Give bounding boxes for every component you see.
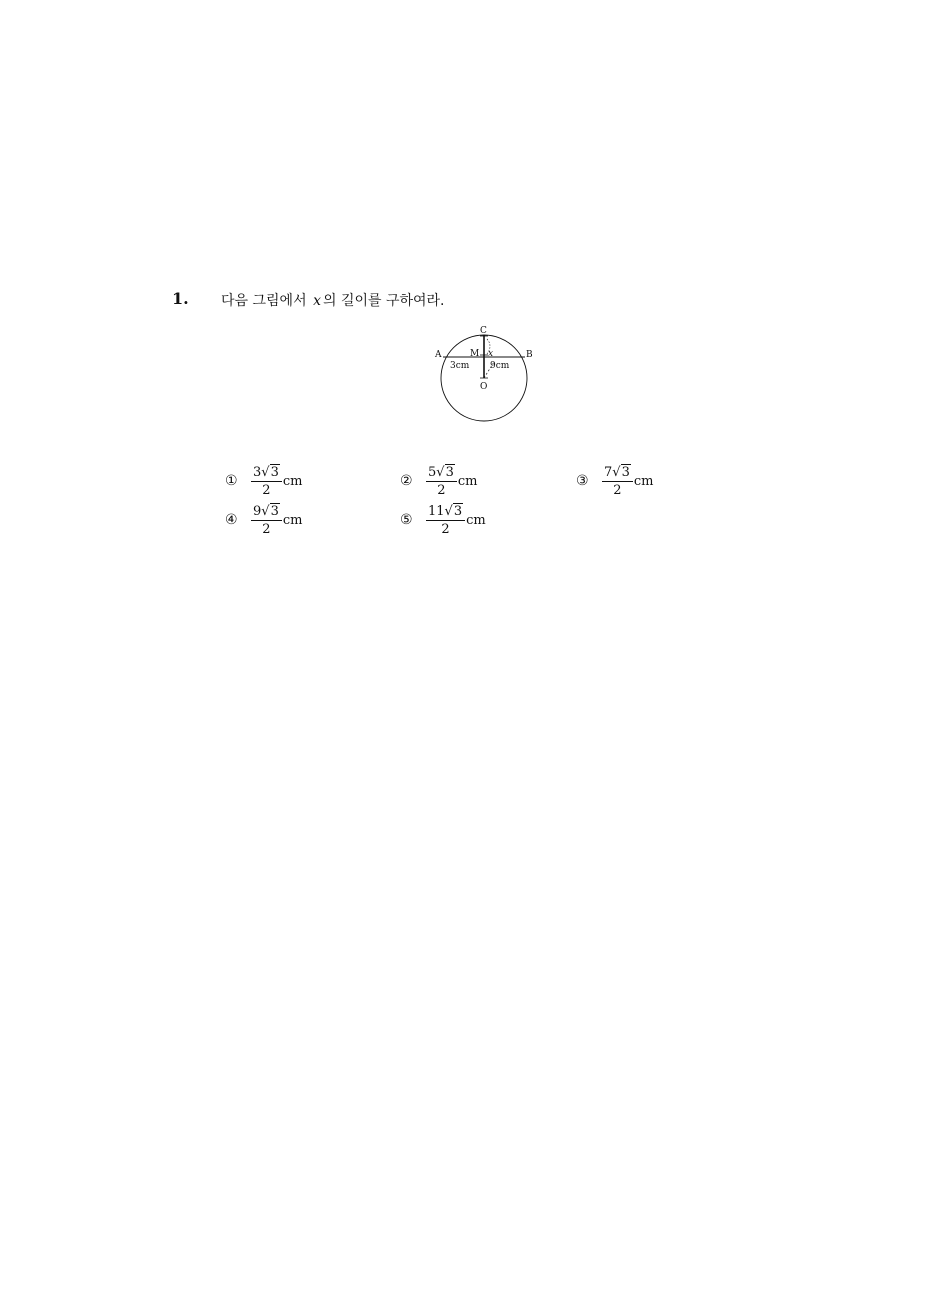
choice-marker: ④	[225, 512, 238, 528]
choice-unit: cm	[457, 473, 478, 489]
fraction-denominator: 2	[262, 521, 271, 537]
label-b: B	[526, 350, 533, 360]
radicand: 3	[270, 464, 279, 480]
fraction-numerator: 9√3	[251, 504, 282, 521]
circle-diagram	[430, 322, 540, 426]
coef: 9	[253, 503, 262, 519]
coef: 5	[428, 464, 437, 480]
question-text-before: 다음 그림에서	[221, 293, 307, 309]
choice-marker: ⑤	[400, 512, 413, 528]
radicand: 3	[453, 503, 463, 519]
coef: 11	[428, 503, 445, 519]
fraction-numerator: 3√3	[251, 465, 282, 482]
coef: 7	[604, 464, 613, 480]
choice-2[interactable]	[400, 461, 477, 501]
label-m: M	[470, 349, 480, 359]
fraction-denominator: 2	[437, 482, 446, 498]
circle-figure	[430, 322, 540, 426]
choice-fraction	[426, 465, 457, 498]
choice-fraction	[426, 504, 465, 537]
choice-1[interactable]	[225, 461, 302, 501]
label-c: C	[480, 326, 487, 336]
choice-unit: cm	[633, 473, 654, 489]
choice-unit: cm	[282, 473, 303, 489]
choice-marker: ③	[576, 473, 589, 489]
fraction-denominator: 2	[613, 482, 622, 498]
question-variable: x	[313, 293, 321, 309]
label-x: x	[488, 349, 494, 359]
label-a: A	[435, 350, 442, 360]
choice-marker: ①	[225, 473, 238, 489]
label-o: O	[480, 382, 488, 392]
fraction-denominator: 2	[262, 482, 271, 498]
choice-fraction	[602, 465, 633, 498]
fraction-denominator: 2	[441, 521, 450, 537]
label-right-len: 9cm	[490, 361, 510, 371]
question-text-after: 의 길이를 구하여라.	[322, 293, 445, 309]
radicand: 3	[445, 464, 454, 480]
radicand: 3	[621, 464, 630, 480]
fraction-numerator: 5√3	[426, 465, 457, 482]
choice-4[interactable]	[225, 500, 302, 540]
choice-fraction	[251, 504, 282, 537]
coef: 3	[253, 464, 262, 480]
choice-unit: cm	[466, 512, 486, 528]
question-text	[221, 290, 445, 310]
label-left-len: 3cm	[450, 361, 470, 371]
fraction-numerator: 7√3	[602, 465, 633, 482]
choice-marker: ②	[400, 473, 413, 489]
choice-fraction	[251, 465, 282, 498]
choice-3[interactable]	[576, 461, 653, 501]
radicand: 3	[270, 503, 279, 519]
fraction-numerator: 11√3	[426, 504, 465, 521]
question-number: 1.	[172, 289, 189, 308]
choice-5[interactable]	[400, 500, 486, 540]
choice-unit: cm	[282, 512, 303, 528]
